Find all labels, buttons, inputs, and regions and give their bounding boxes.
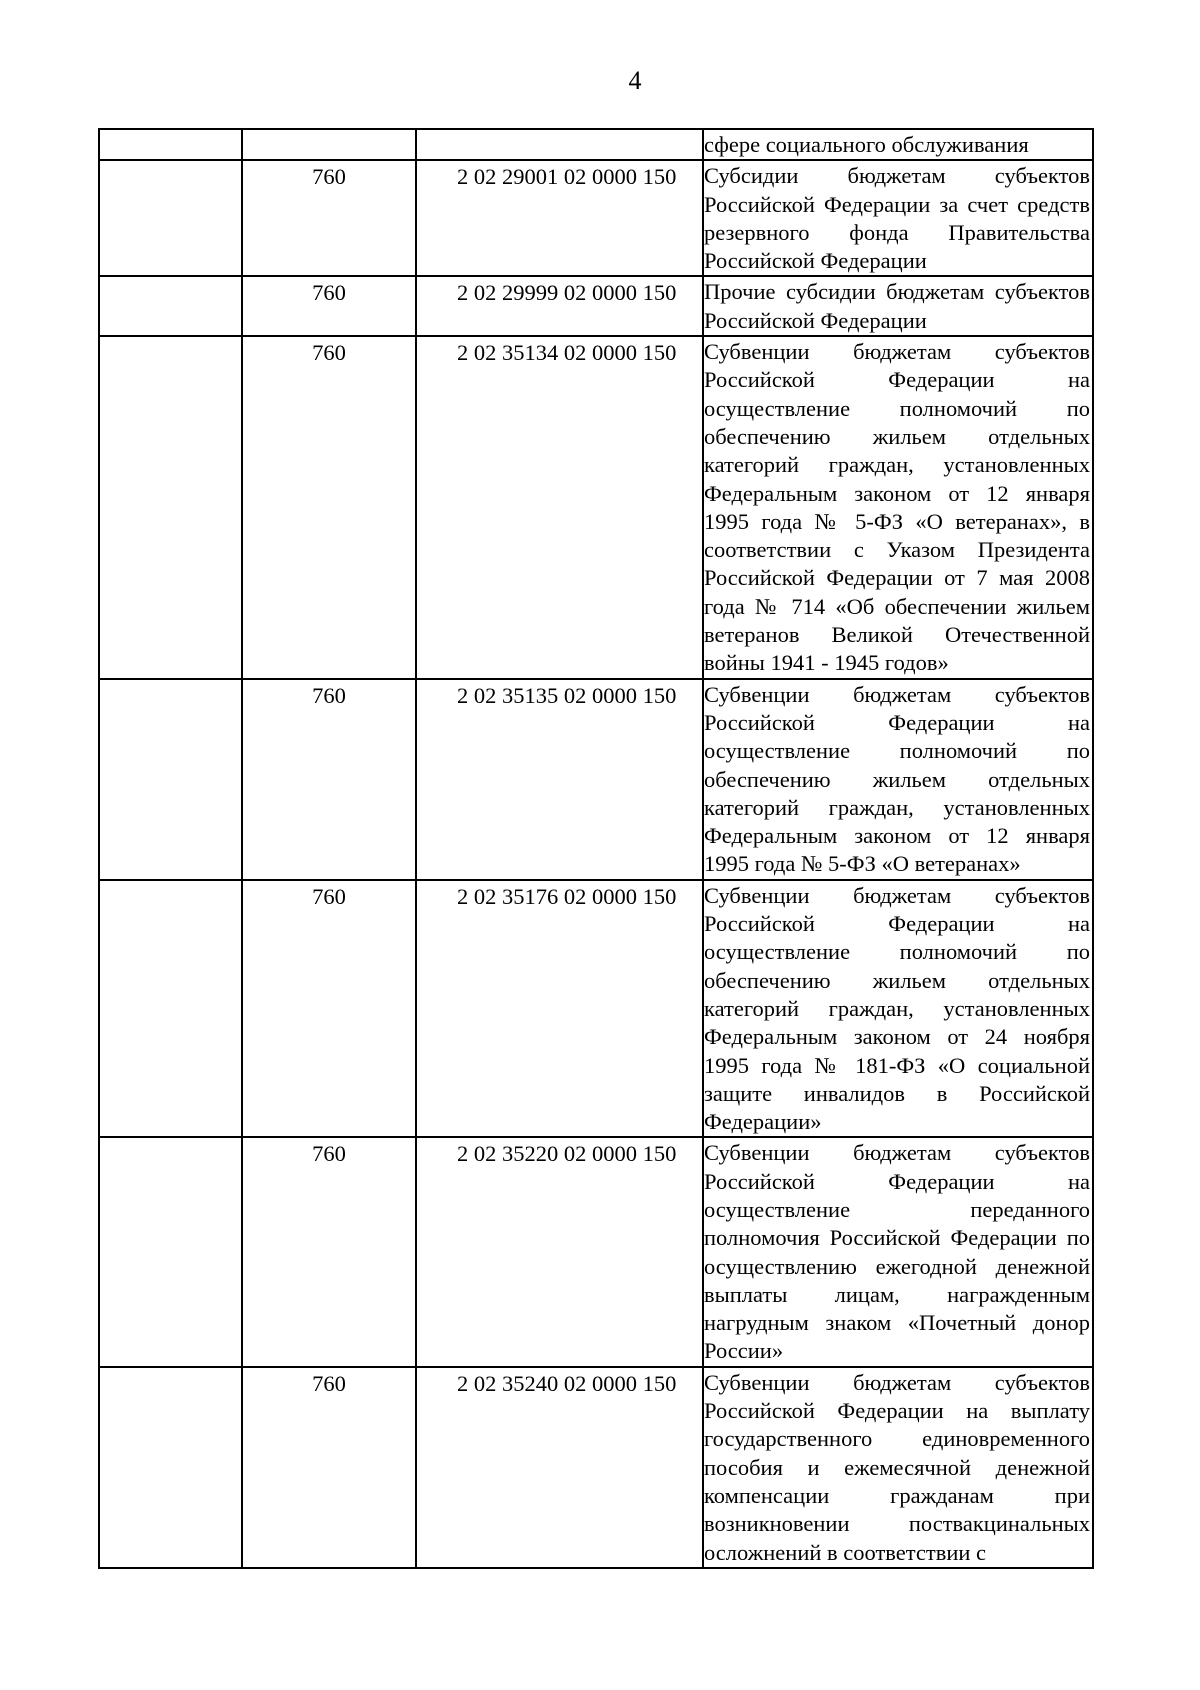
empty-cell (99, 880, 242, 1138)
description-cell: Субвенции бюджетам субъектов Российской Федерации на осуществление полномочий по обеспечению жильем отдельных категорий граждан, установленных Федеральным законом от 12 января 1995 года № 5-ФЗ «О ветеранах» (703, 679, 1093, 880)
description-cell: Субсидии бюджетам субъектов Российской Федерации за счет средств резервного фонда Правительства Российской Федерации (703, 160, 1093, 276)
admin-code-cell: 760 (242, 336, 416, 679)
table-row (99, 679, 1093, 880)
empty-cell (99, 1137, 242, 1366)
admin-code-cell (242, 129, 416, 160)
empty-cell (99, 160, 242, 276)
table-row (99, 1137, 1093, 1366)
empty-cell (99, 679, 242, 880)
empty-cell (99, 276, 242, 336)
admin-code-cell: 760 (242, 1367, 416, 1568)
empty-cell (99, 129, 242, 160)
admin-code-cell: 760 (242, 880, 416, 1138)
description-cell: Субвенции бюджетам субъектов Российской Федерации на осуществление полномочий по обеспечению жильем отдельных категорий граждан, установленных Федеральным законом от 24 ноября 1995 года № 181-ФЗ «О социальной защите инвалидов в Российской Федерации» (703, 880, 1093, 1138)
kbk-code-cell: 2 02 29999 02 0000 150 (416, 276, 703, 336)
description-cell: сфере социального обслуживания (703, 129, 1093, 160)
table-row (99, 336, 1093, 679)
table-row (99, 880, 1093, 1138)
empty-cell (99, 1367, 242, 1568)
admin-code-cell: 760 (242, 1137, 416, 1366)
table-row (99, 160, 1093, 276)
kbk-code-cell: 2 02 35240 02 0000 150 (416, 1367, 703, 1568)
kbk-code-cell (416, 129, 703, 160)
description-cell: Субвенции бюджетам субъектов Российской Федерации на осуществление переданного полномочия Российской Федерации по осуществлению ежегодной денежной выплаты лицам, награжденным нагрудным знаком «Почетный донор России» (703, 1137, 1093, 1366)
admin-code-cell: 760 (242, 276, 416, 336)
kbk-code-cell: 2 02 35134 02 0000 150 (416, 336, 703, 679)
admin-code-cell: 760 (242, 679, 416, 880)
description-cell: Прочие субсидии бюджетам субъектов Российской Федерации (703, 276, 1093, 336)
table-row (99, 276, 1093, 336)
kbk-code-cell: 2 02 29001 02 0000 150 (416, 160, 703, 276)
table-row (99, 129, 1093, 160)
revenue-codes-table (98, 128, 1094, 1569)
kbk-code-cell: 2 02 35176 02 0000 150 (416, 880, 703, 1138)
kbk-code-cell: 2 02 35135 02 0000 150 (416, 679, 703, 880)
admin-code-cell: 760 (242, 160, 416, 276)
page-number: 4 (628, 66, 642, 95)
empty-cell (99, 336, 242, 679)
description-cell: Субвенции бюджетам субъектов Российской Федерации на осуществление полномочий по обеспечению жильем отдельных категорий граждан, установленных Федеральным законом от 12 января 1995 года № 5-ФЗ «О ветеранах», в соответствии с Указом Президента Российской Федерации от 7 мая 2008 года № 714 «Об обеспечении жильем ветеранов Великой Отечественной войны 1941 - 1945 годов» (703, 336, 1093, 679)
table-row (99, 1367, 1093, 1568)
kbk-code-cell: 2 02 35220 02 0000 150 (416, 1137, 703, 1366)
description-cell: Субвенции бюджетам субъектов Российской Федерации на выплату государственного единовременного пособия и ежемесячной денежной компенсации гражданам при возникновении поствакцинальных осложнений в соответствии с (703, 1367, 1093, 1568)
